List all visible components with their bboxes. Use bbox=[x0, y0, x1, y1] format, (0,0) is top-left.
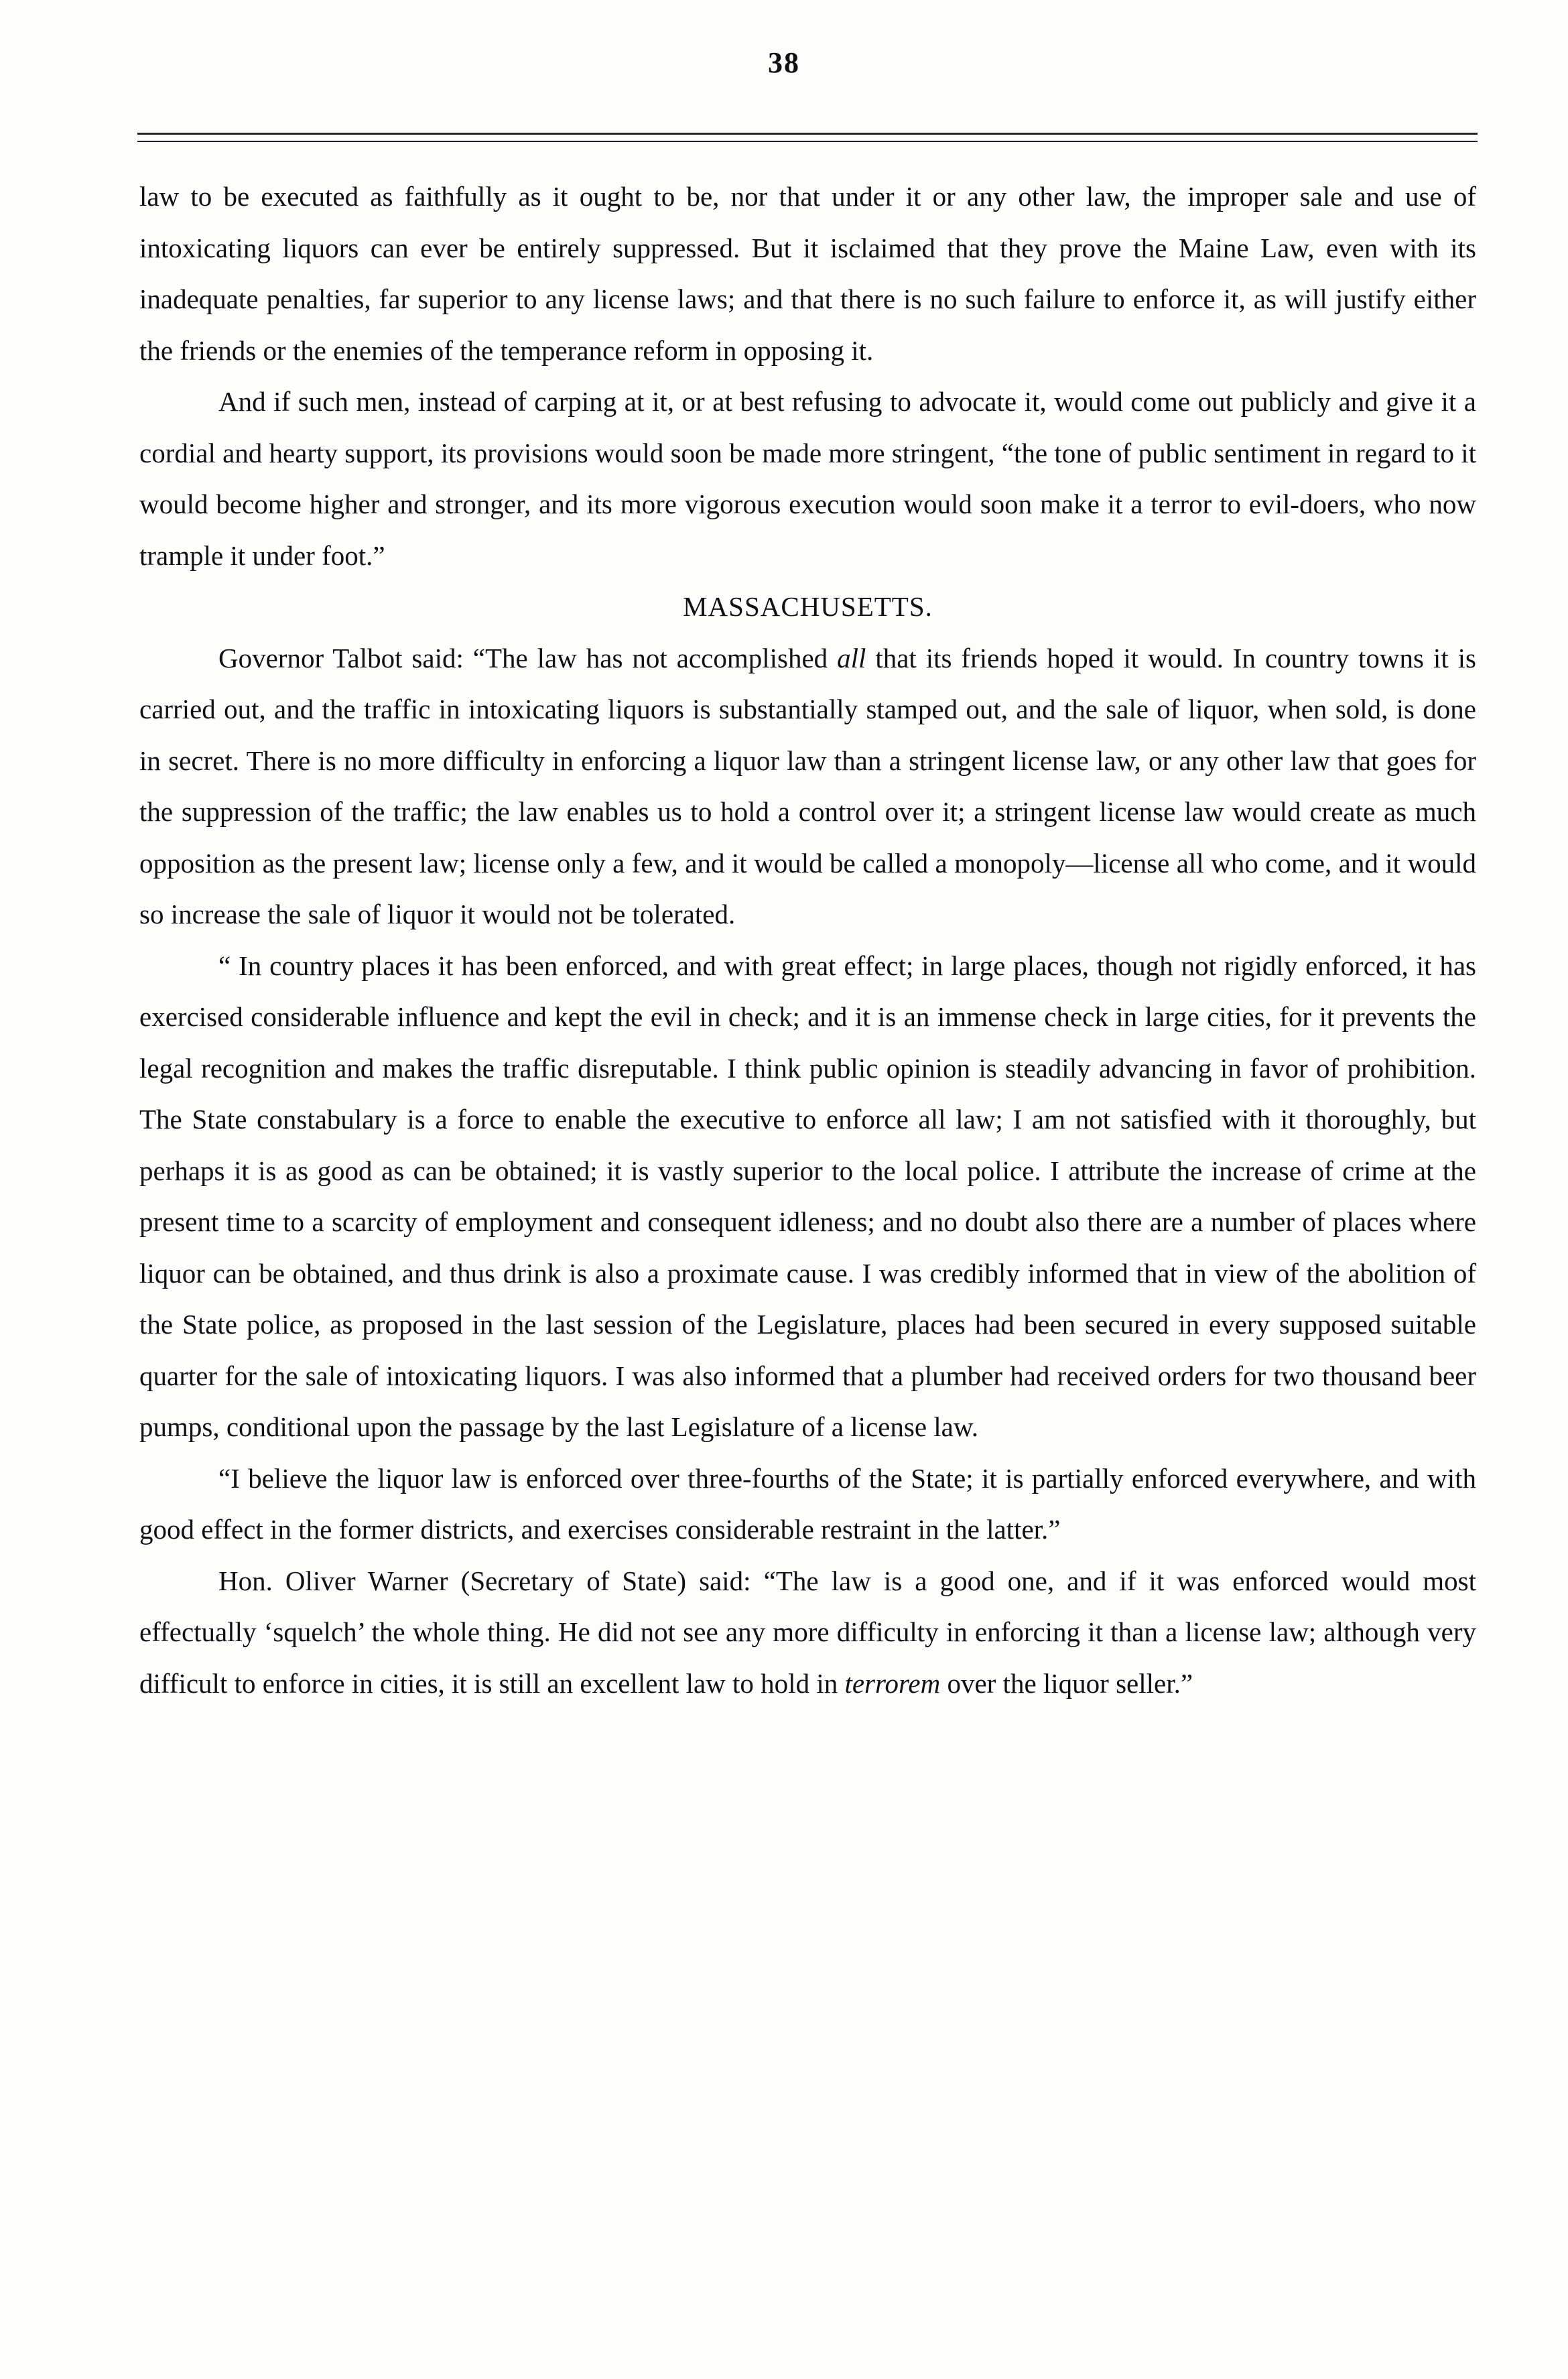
body-text bbox=[139, 171, 1476, 1709]
paragraph-warner bbox=[139, 1555, 1476, 1710]
page-number: 38 bbox=[768, 46, 800, 79]
emphasis-text: all bbox=[837, 642, 866, 673]
paragraph-text: over the liquor seller.” bbox=[940, 1667, 1193, 1699]
paragraph-text: Hon. Oliver Warner (Secretary of State) said: “The law is a good one, and if it was enforced would most effectually ‘squelch’ the whole thing. He did not see any more difficulty in enforcing it than a license law; although very difficult to enforce in cities, it is still an excellent law to hold in bbox=[139, 1565, 1476, 1699]
paragraph-text: that its friends hoped it would. In country towns it is carried out, and the traffic in intoxicating liquors is substantially stamped out, and the sale of liquor, when sold, is done in secret. There is no more difficulty in enforcing a liquor law than a stringent license law, or any other law that goes for the suppression of the traffic; the law enables us to hold a control over it; a stringent license law would create as much opposition as the present law; license only a few, and it would be called a monopoly—license all who come, and it would so increase the sale of liquor it would not be tolerated. bbox=[139, 642, 1477, 929]
paragraph-talbot bbox=[139, 633, 1476, 940]
header-rule-bottom bbox=[137, 141, 1478, 142]
header-rule-top bbox=[137, 133, 1478, 135]
paragraph-continued: law to be executed as faithfully as it ought to be, nor that under it or any other law, the improper sale and use of intoxicating liquors can ever be entirely suppressed. But it isclaimed that they prove the Maine Law, even with its inadequate penalties, far superior to any license laws; and that there is no such failure to enforce it, as will justify either the friends or the enemies of the temperance reform in opposing it. bbox=[139, 181, 1476, 366]
emphasis-text: terrorem bbox=[844, 1667, 941, 1699]
paragraph: “I believe the liquor law is enforced over three-fourths of the State; it is partially enforced everywhere, and with good effect in the former districts, and exercises considerable restraint in the latter.” bbox=[139, 1462, 1476, 1545]
paragraph-text: Governor Talbot said: “The law has not accomplished bbox=[218, 642, 838, 673]
section-heading: MASSACHUSETTS. bbox=[683, 591, 933, 622]
paragraph: “ In country places it has been enforced, and with great effect; in large places, though not rigidly enforced, it has exercised considerable influence and kept the evil in check; and it is an immense check in large cities, for it prevents the legal recognition and makes the traffic disreputable. I think public opinion is steadily advancing in favor of prohibition. The State constabulary is a force to enable the executive to enforce all law; I am not satisfied with it thoroughly, but perhaps it is as good as can be obtained; it is vastly superior to the local police. I attribute the increase of crime at the present time to a scarcity of employment and consequent idleness; and no doubt also there are a number of places where liquor can be obtained, and thus drink is also a proximate cause. I was credibly informed that in view of the abolition of the State police, as proposed in the last session of the Legislature, places had been secured in every supposed suitable quarter for the sale of intoxicating liquors. I was also informed that a plumber had received orders for two thousand beer pumps, conditional upon the passage by the last Legislature of a license law. bbox=[139, 950, 1476, 1442]
paragraph: And if such men, instead of carping at it, or at best refusing to advocate it, would come out publicly and give it a cordial and hearty support, its provisions would soon be made more stringent, “the tone of public sentiment in regard to it would become higher and stronger, and its more vigorous execution would soon make it a terror to evil-doers, who now trample it under foot.” bbox=[139, 386, 1476, 571]
